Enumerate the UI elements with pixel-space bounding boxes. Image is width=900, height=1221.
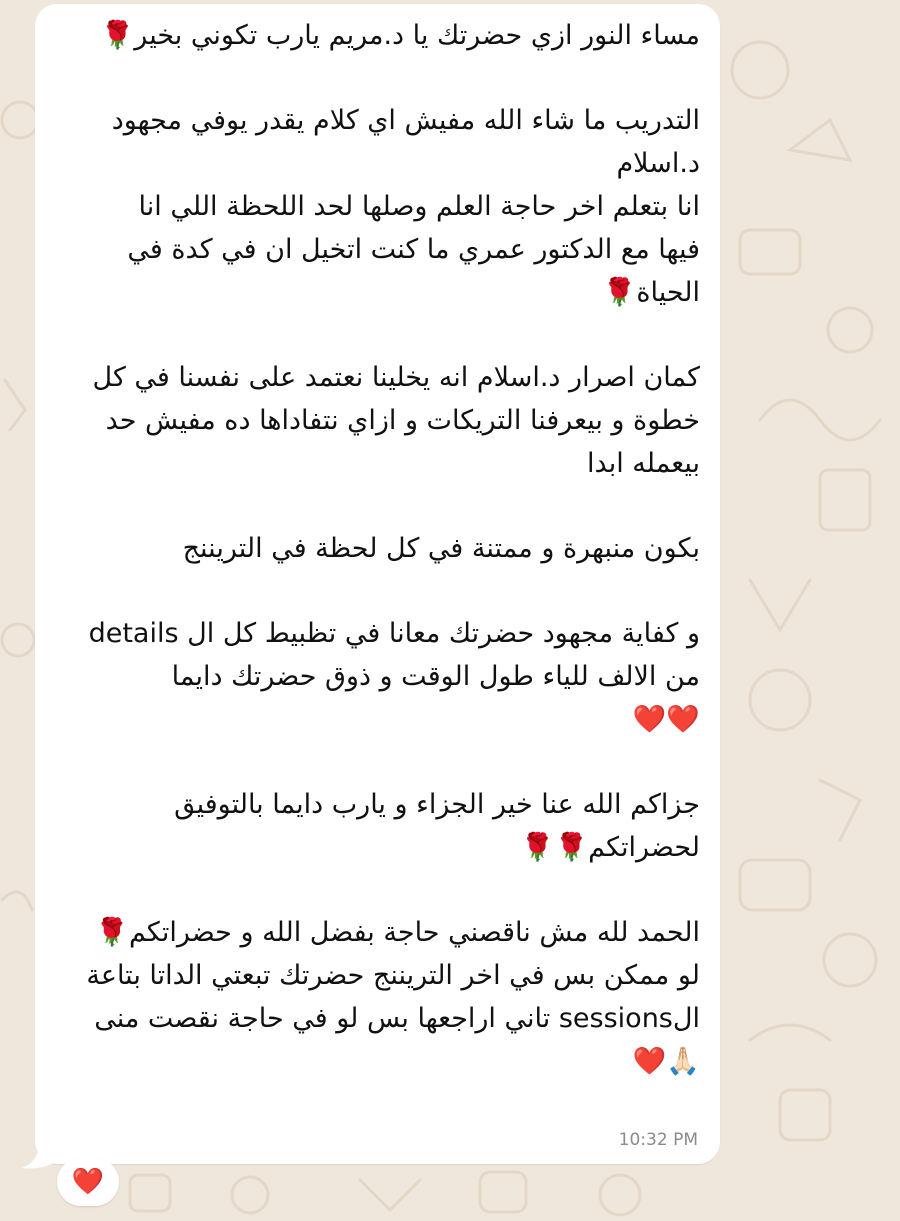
message-line: بكون منبهرة و ممتنة في كل لحظة في التريننج: [182, 533, 700, 564]
message-line: الsessions تاني اراجعها بس لو في حاجة نقصت منى: [94, 1003, 700, 1034]
heart-reaction-icon: ❤️: [71, 1167, 105, 1197]
message-paragraph: [50, 527, 700, 570]
message-paragraph: [50, 99, 700, 314]
message-line: ❤️❤️: [632, 704, 700, 735]
message-line: فيها مع الدكتور عمري ما كنت اتخيل ان في كدة في: [127, 234, 700, 265]
message-line: لحضراتكم🌹🌹: [520, 832, 700, 863]
message-line: انا بتعلم اخر حاجة العلم وصلها لحد اللحظة اللي انا: [138, 191, 700, 222]
message-text: [50, 14, 700, 1083]
message-paragraph: [50, 911, 700, 1083]
message-line: من الالف للياء طول الوقت و ذوق حضرتك دايما: [171, 661, 700, 692]
message-paragraph: [50, 356, 700, 485]
message-line: جزاكم الله عنا خير الجزاء و يارب دايما بالتوفيق: [174, 789, 700, 820]
message-line: د.اسلام: [616, 148, 700, 179]
message-line: الحمد لله مش ناقصني حاجة بفضل الله و حضراتكم🌹: [95, 917, 700, 948]
message-paragraph: [50, 14, 700, 57]
message-paragraph: [50, 612, 700, 741]
message-line: مساء النور ازي حضرتك يا د.مريم يارب تكوني بخير🌹: [100, 20, 700, 51]
message-line: 🙏🏻❤️: [632, 1046, 700, 1077]
message-line: خطوة و بيعرفنا التريكات و ازاي نتفاداها ده مفيش حد: [105, 405, 700, 436]
message-line: التدريب ما شاء الله مفيش اي كلام يقدر يوفي مجهود: [111, 105, 700, 136]
message-paragraph: [50, 783, 700, 869]
message-timestamp: 10:32 PM: [618, 1130, 698, 1150]
message-line: الحياة🌹: [602, 277, 700, 308]
reaction-badge[interactable]: [57, 1158, 119, 1206]
message-line: لو ممكن بس في اخر التريننج حضرتك تبعتي الداتا بتاعة: [86, 960, 700, 991]
bubble-tail: [22, 1150, 52, 1170]
message-line: كمان اصرار د.اسلام انه يخلينا نعتمد على نفسنا في كل: [92, 362, 700, 393]
message-line: بيعمله ابدا: [587, 448, 700, 479]
message-bubble[interactable]: [35, 4, 720, 1164]
message-line: و كفاية مجهود حضرتك معانا في تظبيط كل ال details: [88, 618, 700, 649]
